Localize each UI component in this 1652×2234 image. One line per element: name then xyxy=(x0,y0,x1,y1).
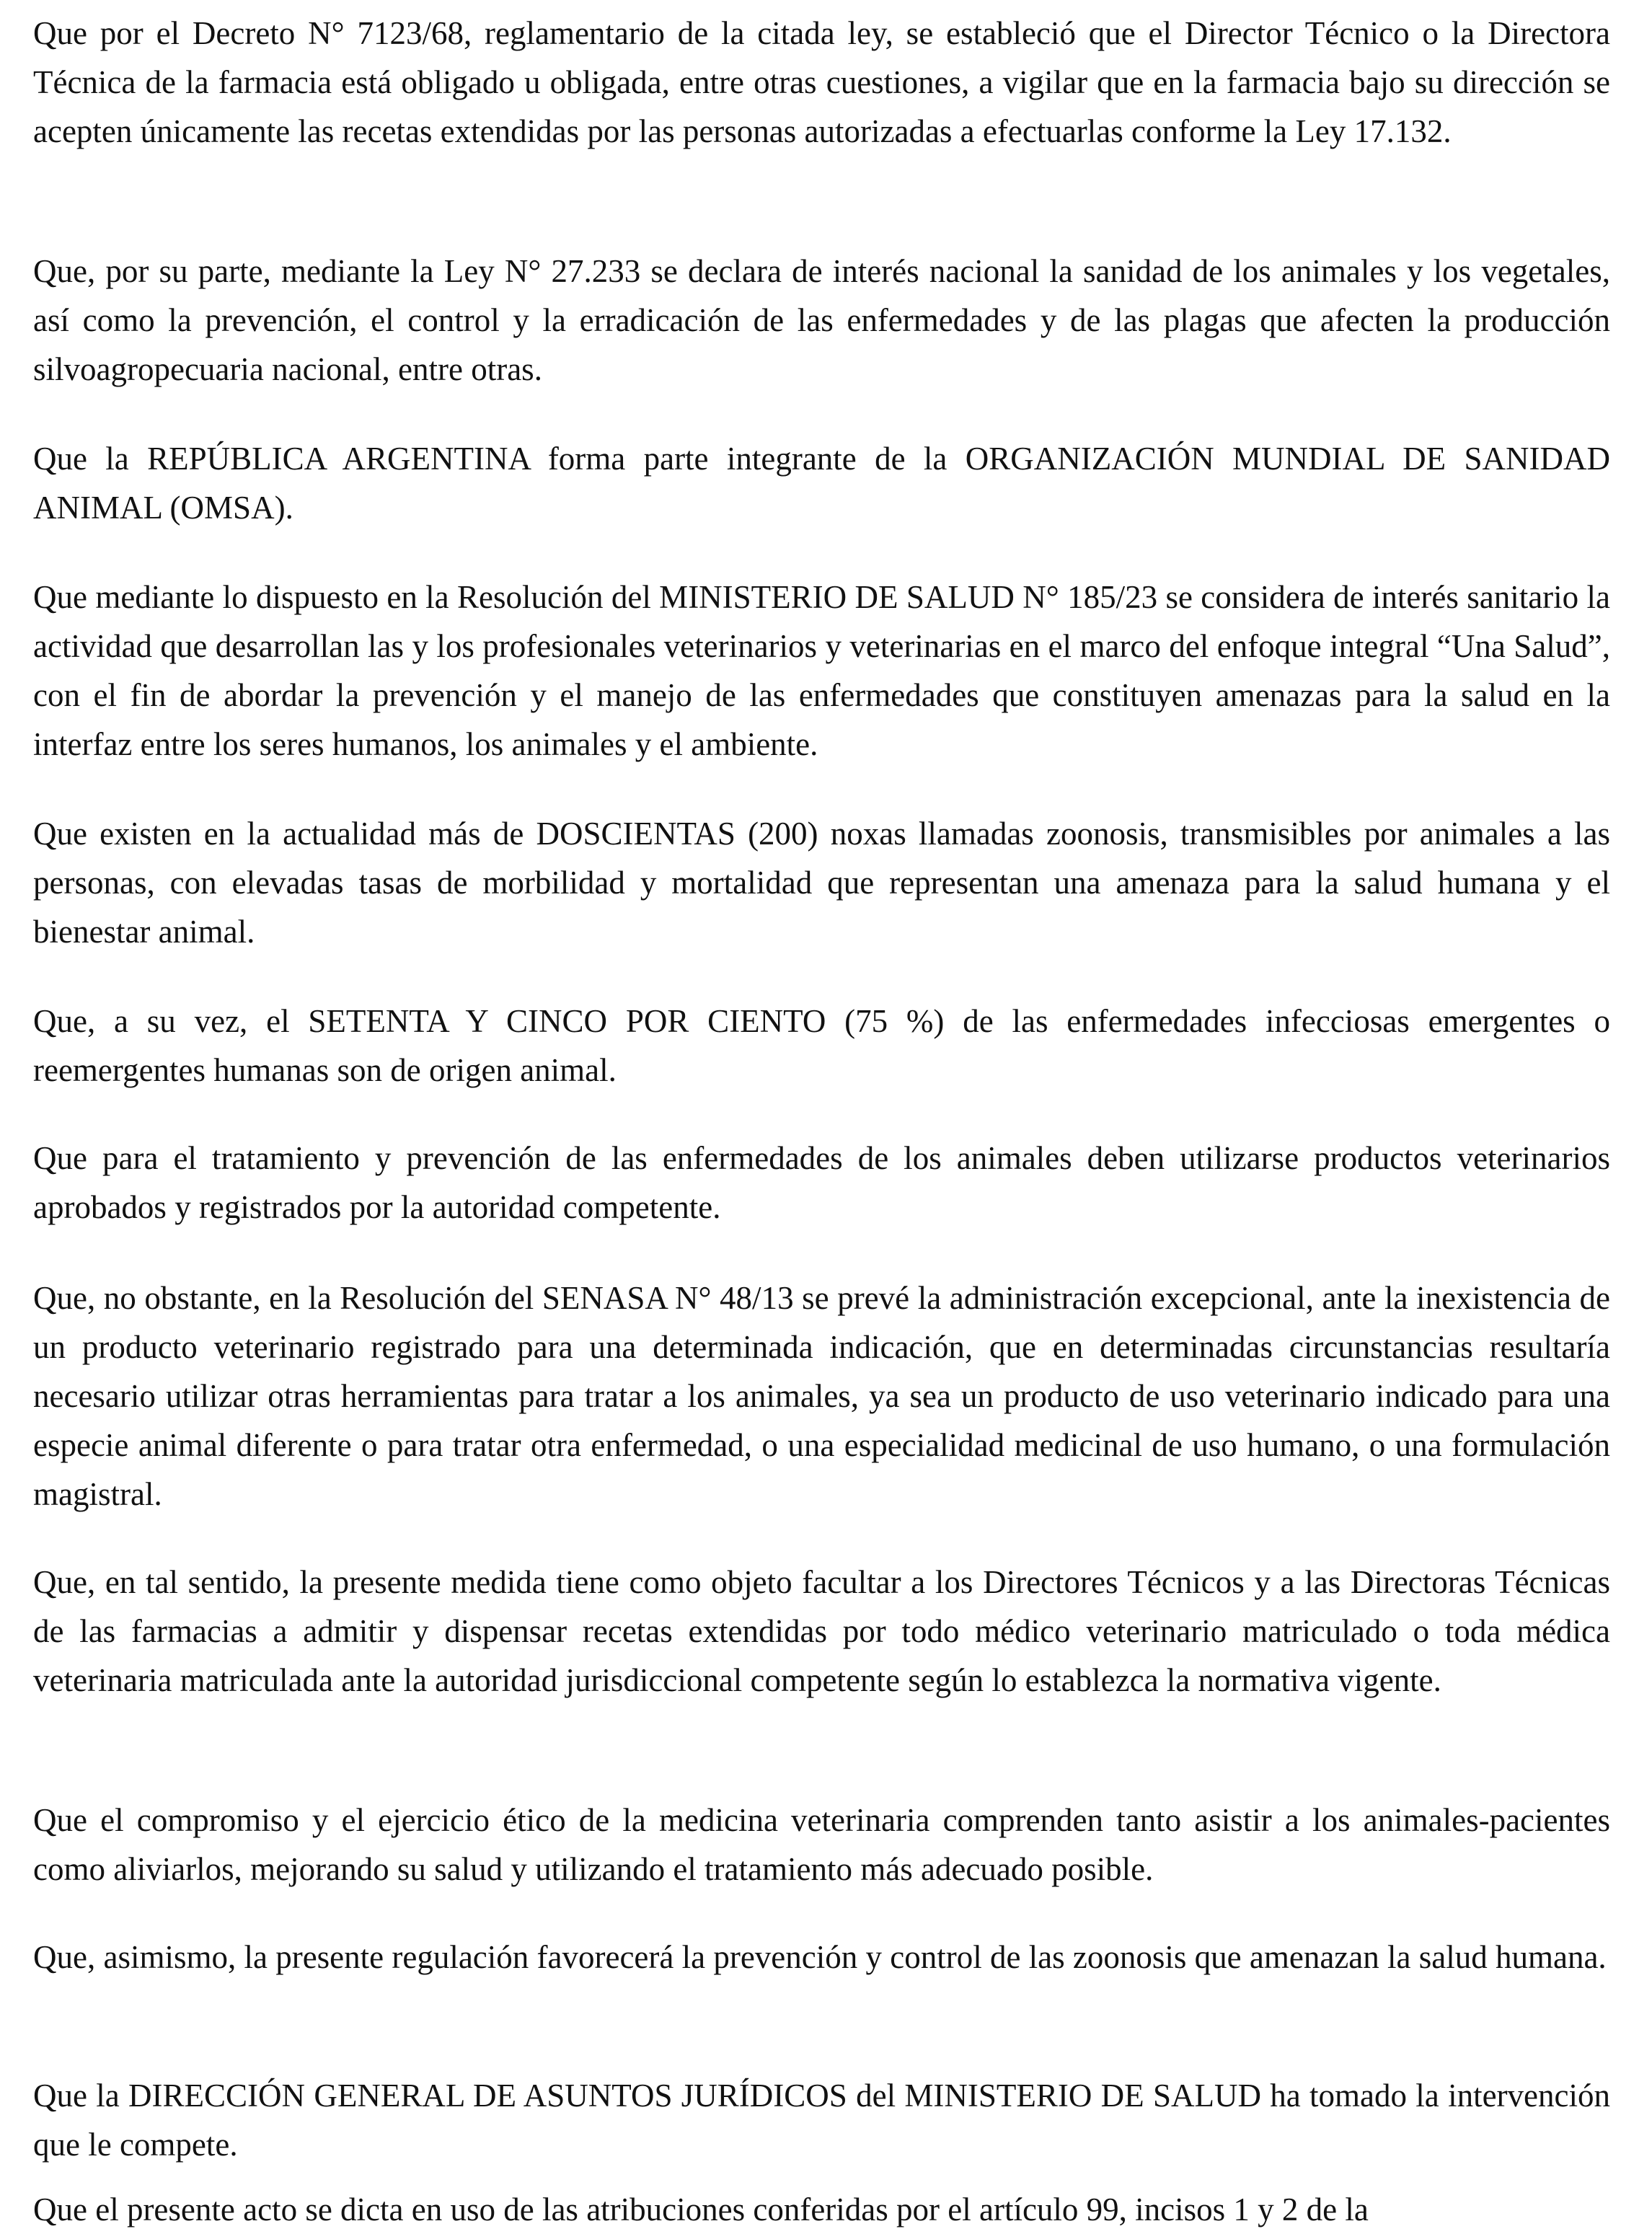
paragraph-productos-veterinarios: Que para el tratamiento y prevención de las enfermedades de los animales deben utilizarse productos veterinarios aprobados y registrados por la autoridad competente. xyxy=(33,1140,1610,1225)
paragraph-compromiso-etico: Que el compromiso y el ejercicio ético de la medicina veterinaria comprenden tanto asistir a los animales-pacientes como aliviarlos, mejorando su salud y utilizando el tratamiento más adecuado posible. xyxy=(33,1802,1610,1887)
paragraph-zoonosis: Que existen en la actualidad más de DOSCIENTAS (200) noxas llamadas zoonosis, transmisibles por animales a las personas, con elevadas tasas de morbilidad y mortalidad que representan una amenaza para la salud humana y el bienestar animal. xyxy=(33,816,1610,950)
paragraph-ley-27233: Que, por su parte, mediante la Ley N° 27.233 se declara de interés nacional la sanidad de los animales y los vegetales, así como la prevención, el control y la erradicación de las enfermedades y de las plagas que afecten la producción silvoagropecuaria nacional, entre otras. xyxy=(33,253,1610,387)
paragraph-regulacion-zoonosis: Que, asimismo, la presente regulación favorecerá la prevención y control de las zoonosis que amenazan la salud humana. xyxy=(33,1939,1607,1975)
paragraph-atribuciones: Que el presente acto se dicta en uso de las atribuciones conferidas por el artículo 99, incisos 1 y 2 de la xyxy=(33,2191,1369,2228)
paragraph-75-percent: Que, a su vez, el SETENTA Y CINCO POR CIENTO (75 %) de las enfermedades infecciosas emergentes o reemergentes humanas son de origen animal. xyxy=(33,1003,1610,1088)
paragraph-objeto-medida: Que, en tal sentido, la presente medida tiene como objeto facultar a los Directores Técnicos y a las Directoras Técnicas de las farmacias a admitir y dispensar recetas extendidas por todo médico veterinario matriculado o toda médica veterinaria matriculada ante la autoridad jurisdiccional competente según lo establezca la normativa vigente. xyxy=(33,1564,1610,1698)
paragraph-asuntos-juridicos: Que la DIRECCIÓN GENERAL DE ASUNTOS JURÍDICOS del MINISTERIO DE SALUD ha tomado la intervención que le compete. xyxy=(33,2078,1610,2163)
paragraph-resolucion-185-23: Que mediante lo dispuesto en la Resolución del MINISTERIO DE SALUD N° 185/23 se considera de interés sanitario la actividad que desarrollan las y los profesionales veterinarios y veterinarias en el marco del enfoque integral “Una Salud”, con el fin de abordar la prevención y el manejo de las enfermedades que constituyen amenazas para la salud en la interfaz entre los seres humanos, los animales y el ambiente. xyxy=(33,579,1610,762)
paragraph-senasa-48-13: Que, no obstante, en la Resolución del SENASA N° 48/13 se prevé la administración excepcional, ante la inexistencia de un producto veterinario registrado para una determinada indicación, que en determinadas circunstancias resultaría necesario utilizar otras herramientas para tratar a los animales, ya sea un producto de uso veterinario indicado para una especie animal diferente o para tratar otra enfermedad, o una especialidad medicinal de uso humano, o una formulación magistral. xyxy=(33,1280,1610,1512)
paragraph-decreto-7123: Que por el Decreto N° 7123/68, reglamentario de la citada ley, se estableció que el Director Técnico o la Directora Técnica de la farmacia está obligado u obligada, entre otras cuestiones, a vigilar que en la farmacia bajo su dirección se acepten únicamente las recetas extendidas por las personas autorizadas a efectuarlas conforme la Ley 17.132. xyxy=(33,15,1610,149)
paragraph-omsa: Que la REPÚBLICA ARGENTINA forma parte integrante de la ORGANIZACIÓN MUNDIAL DE SANIDAD ANIMAL (OMSA). xyxy=(33,441,1610,526)
document-page xyxy=(33,0,1610,2228)
